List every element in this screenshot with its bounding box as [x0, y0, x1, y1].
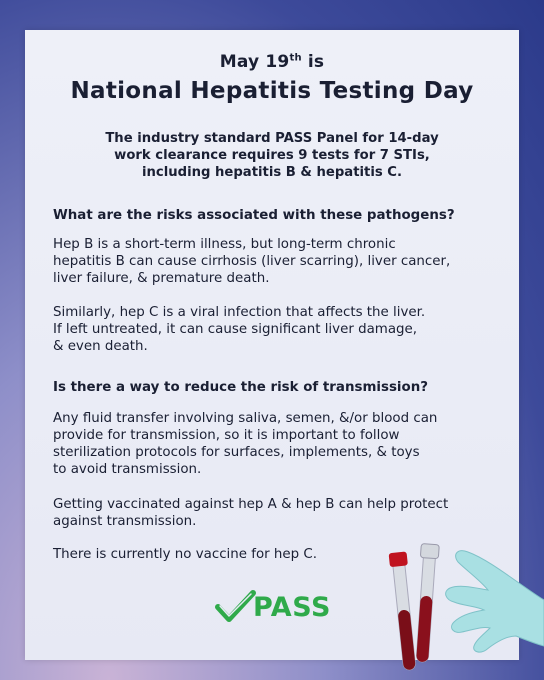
hep-b-paragraph: Hep B is a short-term illness, but long-term chronic hepatitis B can cause cirrhosis (liver scarring), liver cancer, liver failure, & premature death.: [53, 237, 451, 286]
transmission-heading: Is there a way to reduce the risk of transmission?: [53, 380, 429, 395]
checkmark-icon: [215, 590, 257, 624]
pass-logo-text: PASS: [253, 591, 331, 623]
page-title: National Hepatitis Testing Day: [70, 78, 474, 104]
hep-c-paragraph: Similarly, hep C is a viral infection that affects the liver. If left untreated, it can cause significant liver damage, & even death.: [53, 305, 426, 354]
gloved-hand-blood-vial-icon: [380, 540, 544, 680]
vaccine-paragraph: Getting vaccinated against hep A & hep B can help protect against transmission.: [53, 497, 449, 529]
pass-logo: [215, 590, 335, 624]
intro-text: The industry standard PASS Panel for 14-day work clearance requires 9 tests for 7 STIs, including hepatitis B & hepatitis C.: [105, 131, 439, 180]
transmission-paragraph: Any fluid transfer involving saliva, semen, &/or blood can provide for transmission, so it is important to follow sterilization protocols for surfaces, implements, & toys to avoid transmission.: [53, 411, 438, 477]
no-vaccine-paragraph: There is currently no vaccine for hep C.: [53, 547, 318, 562]
date-heading: May 19th is: [219, 52, 325, 72]
risks-heading: What are the risks associated with these pathogens?: [53, 208, 455, 223]
